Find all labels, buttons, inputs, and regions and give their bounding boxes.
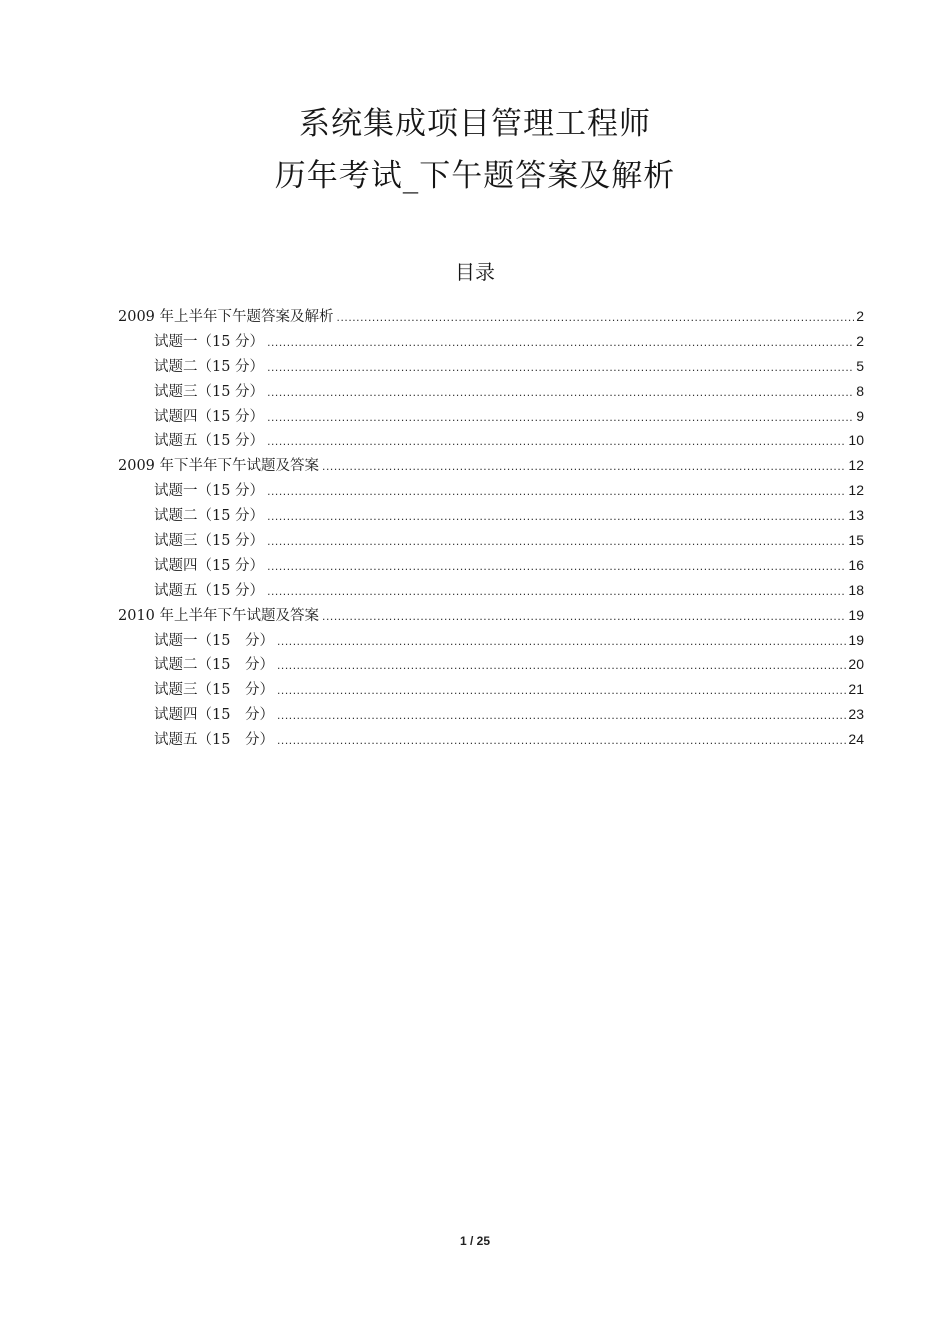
- toc-entry-page-number: 24: [848, 731, 864, 748]
- toc-entry-page-number: 5: [856, 357, 864, 374]
- toc-entry-label: 试题二（15 分）: [154, 657, 274, 674]
- toc-dot-leader: [267, 479, 846, 504]
- document-title-line-2: 历年考试_下午题答案及解析: [274, 158, 676, 194]
- toc-dot-leader: [267, 554, 846, 579]
- toc-entry-page-number: 23: [848, 706, 864, 723]
- toc-subsection-entry[interactable]: [118, 428, 864, 453]
- toc-entry-page-number: 20: [848, 656, 864, 673]
- toc-entry-page-number: 8: [856, 382, 864, 399]
- toc-subsection-entry[interactable]: [118, 727, 864, 752]
- toc-dot-leader: [267, 405, 854, 430]
- toc-entry-page-number: 12: [848, 482, 864, 499]
- toc-dot-leader: [267, 380, 854, 405]
- toc-section-entry[interactable]: [118, 453, 864, 478]
- toc-subsection-entry[interactable]: [118, 329, 864, 354]
- table-of-contents: [118, 304, 864, 752]
- toc-dot-leader: [277, 728, 846, 753]
- toc-entry-label: 试题四（15 分）: [154, 408, 265, 425]
- toc-dot-leader: [267, 429, 846, 454]
- toc-entry-label: 试题五（15 分）: [154, 582, 265, 599]
- toc-entry-label: 2010 年上半年下午试题及答案: [118, 607, 320, 624]
- toc-entry-page-number: 19: [848, 631, 864, 648]
- toc-entry-label: 试题五（15 分）: [154, 732, 274, 749]
- toc-subsection-entry[interactable]: [118, 628, 864, 653]
- toc-entry-label: 试题三（15 分）: [154, 383, 265, 400]
- toc-entry-page-number: 2: [856, 332, 864, 349]
- toc-entry-label: 试题四（15 分）: [154, 557, 265, 574]
- toc-entry-label: 试题二（15 分）: [154, 358, 265, 375]
- toc-entry-page-number: 13: [848, 507, 864, 524]
- toc-dot-leader: [267, 529, 846, 554]
- toc-entry-label: 试题二（15 分）: [154, 508, 265, 525]
- toc-entry-page-number: 21: [848, 681, 864, 698]
- toc-heading: 目录: [455, 260, 495, 284]
- toc-dot-leader: [277, 703, 846, 728]
- toc-entry-label: 试题三（15 分）: [154, 682, 274, 699]
- toc-entry-page-number: 19: [848, 606, 864, 623]
- page-indicator: 1 / 25: [459, 1234, 491, 1248]
- toc-dot-leader: [322, 604, 846, 629]
- toc-subsection-entry[interactable]: [118, 354, 864, 379]
- toc-dot-leader: [277, 629, 846, 654]
- toc-dot-leader: [277, 678, 846, 703]
- toc-subsection-entry[interactable]: [118, 404, 864, 429]
- toc-entry-page-number: 12: [848, 457, 864, 474]
- toc-dot-leader: [267, 504, 846, 529]
- toc-subsection-entry[interactable]: [118, 528, 864, 553]
- document-title-line-1: 系统集成项目管理工程师: [299, 106, 651, 142]
- toc-entry-page-number: 18: [848, 581, 864, 598]
- toc-entry-page-number: 15: [848, 532, 864, 549]
- toc-section-entry[interactable]: [118, 304, 864, 329]
- toc-entry-page-number: 2: [856, 308, 864, 324]
- toc-entry-label: 试题一（15 分）: [154, 483, 265, 500]
- toc-subsection-entry[interactable]: [118, 702, 864, 727]
- toc-dot-leader: [277, 653, 846, 678]
- toc-subsection-entry[interactable]: [118, 478, 864, 503]
- toc-entry-label: 2009 年下半年下午试题及答案: [118, 458, 320, 475]
- toc-entry-page-number: 16: [848, 556, 864, 573]
- toc-entry-label: 试题一（15 分）: [154, 632, 274, 649]
- toc-dot-leader: [267, 579, 846, 604]
- toc-dot-leader: [322, 454, 846, 479]
- toc-entry-label: 试题四（15 分）: [154, 707, 274, 724]
- toc-dot-leader: [267, 355, 854, 380]
- toc-subsection-entry[interactable]: [118, 379, 864, 404]
- toc-entry-label: 试题三（15 分）: [154, 533, 265, 550]
- toc-entry-label: 2009 年上半年下午题答案及解析: [118, 309, 334, 325]
- toc-subsection-entry[interactable]: [118, 553, 864, 578]
- toc-entry-label: 试题一（15 分）: [154, 333, 265, 350]
- toc-subsection-entry[interactable]: [118, 652, 864, 677]
- toc-entry-page-number: 10: [848, 432, 864, 449]
- toc-subsection-entry[interactable]: [118, 503, 864, 528]
- toc-dot-leader: [267, 330, 854, 355]
- toc-entry-page-number: 9: [856, 407, 864, 424]
- toc-section-entry[interactable]: [118, 603, 864, 628]
- toc-dot-leader: [337, 305, 855, 330]
- toc-entry-label: 试题五（15 分）: [154, 433, 265, 450]
- toc-subsection-entry[interactable]: [118, 677, 864, 702]
- toc-subsection-entry[interactable]: [118, 578, 864, 603]
